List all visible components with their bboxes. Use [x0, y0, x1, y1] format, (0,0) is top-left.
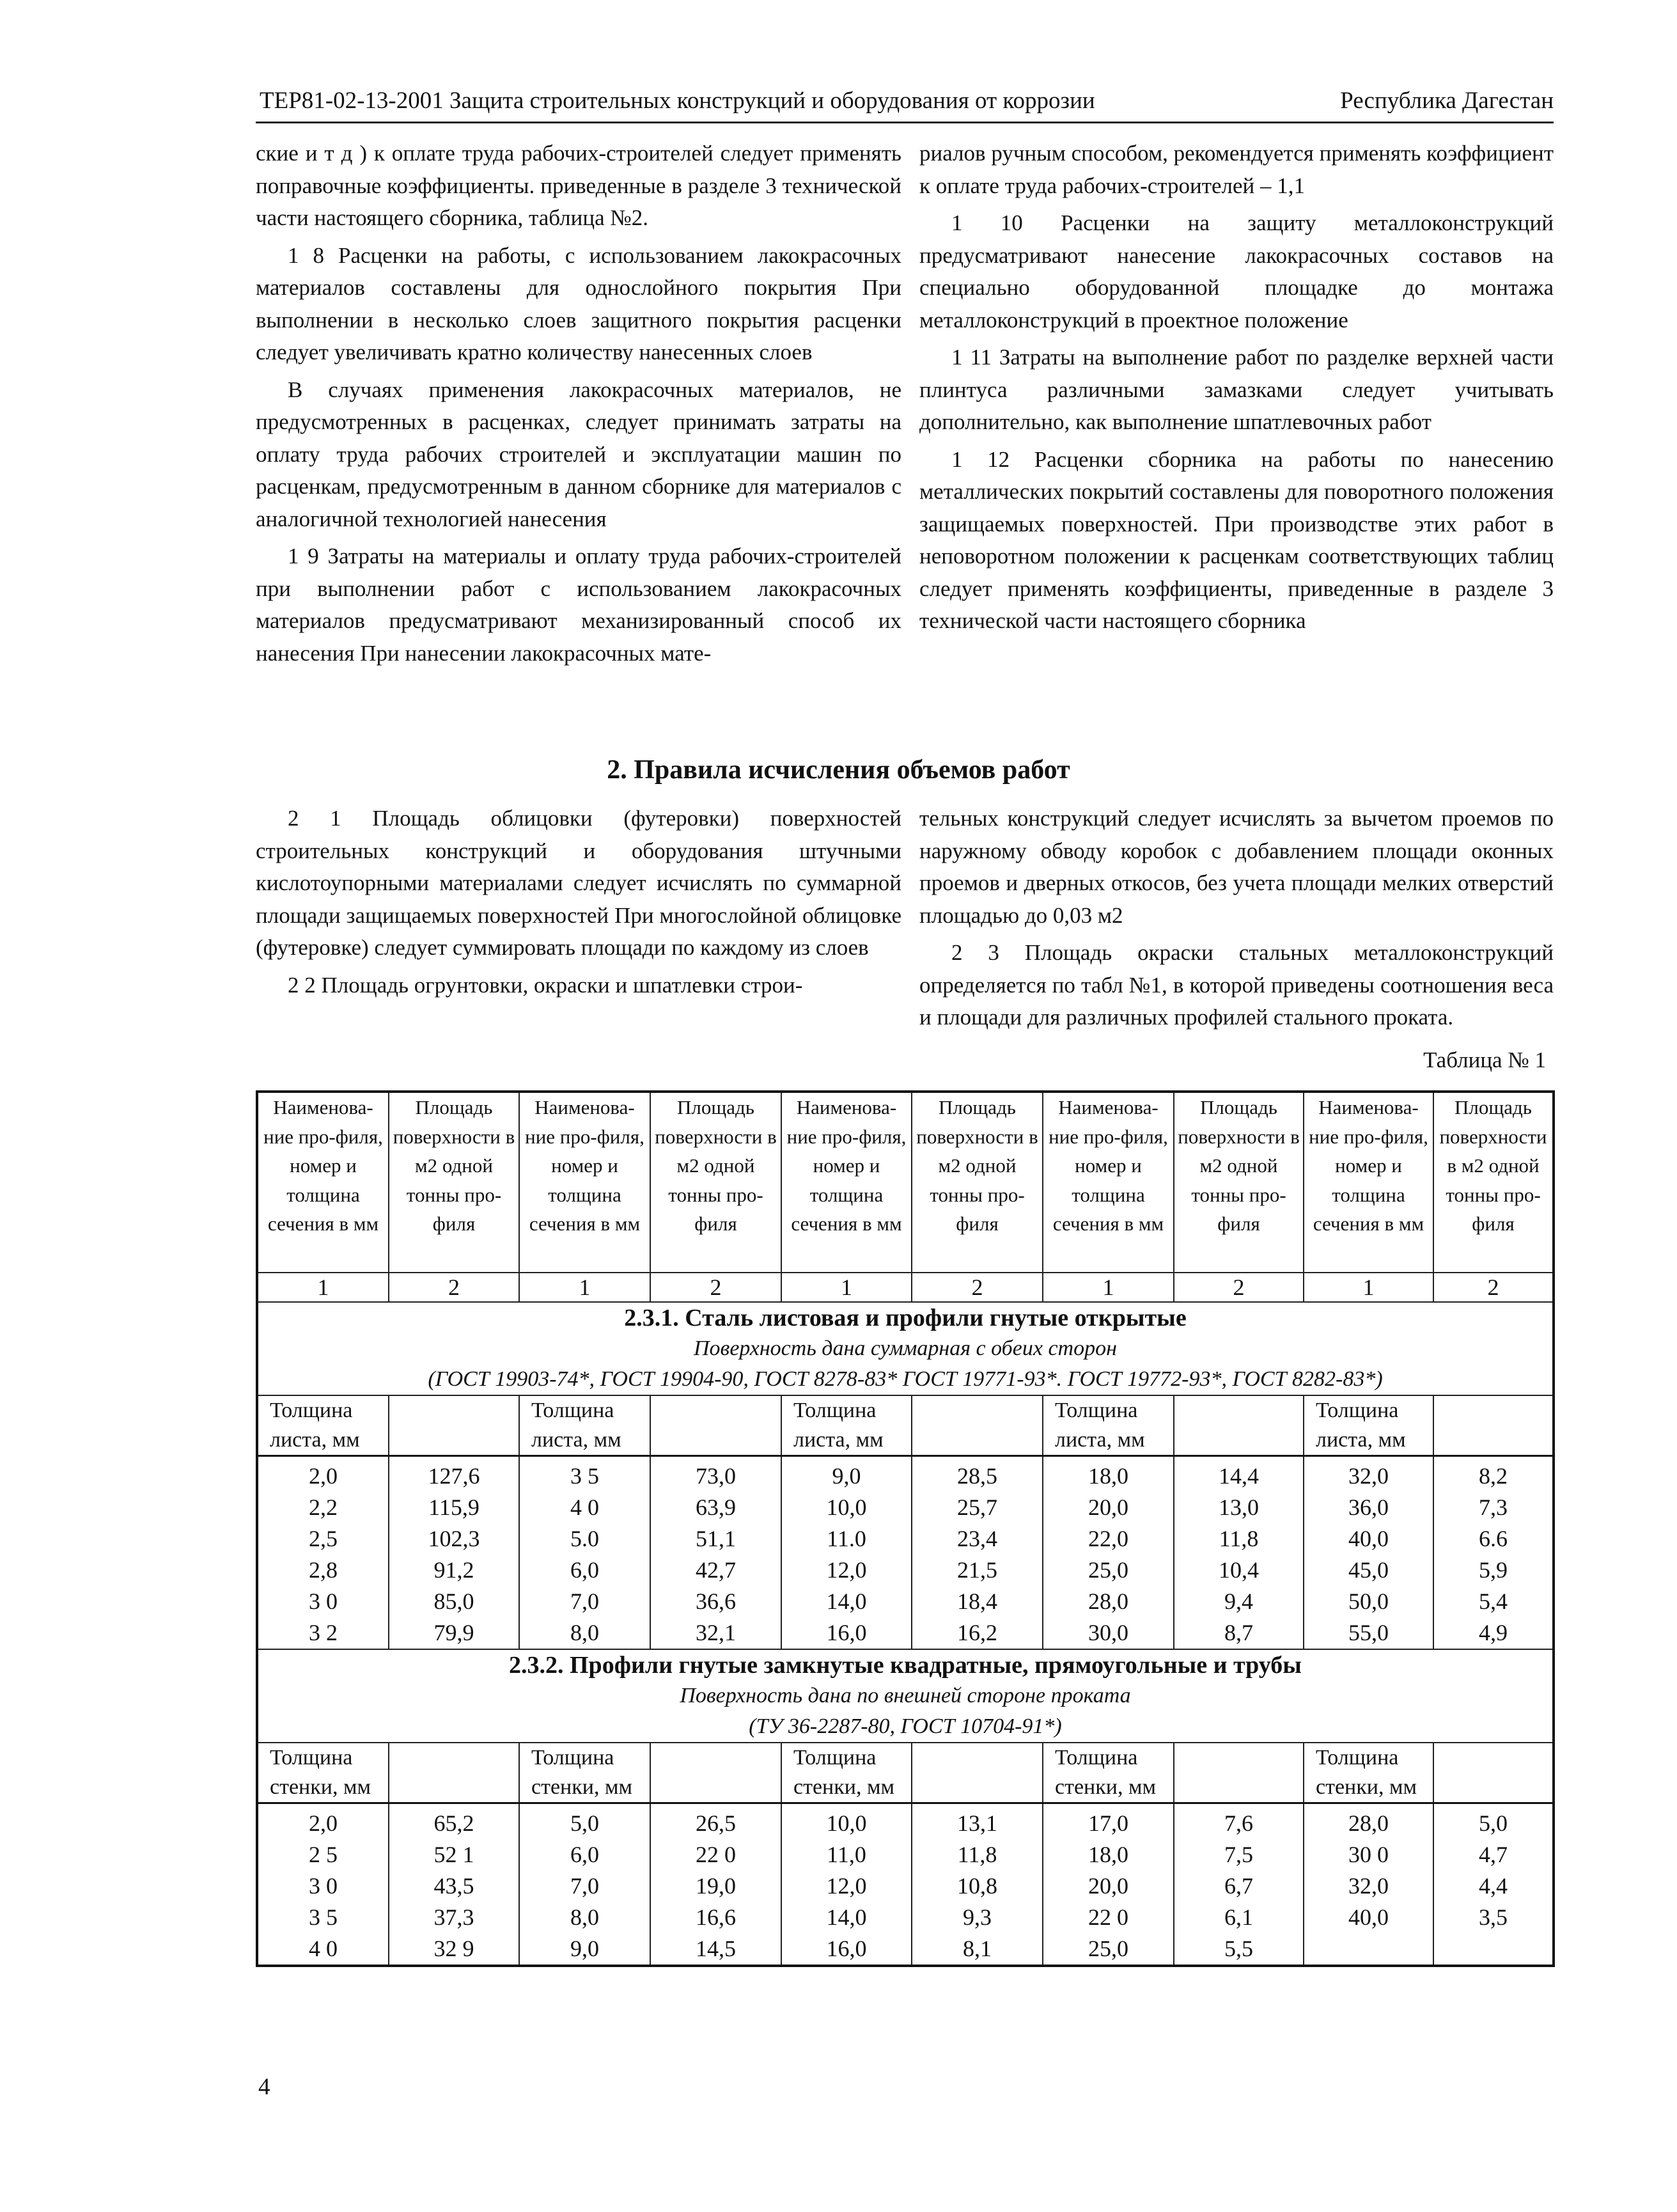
area-value: 3,5 — [1433, 1902, 1554, 1933]
header-area: Площадь поверхности в м2 одной тонны про-филя — [389, 1092, 519, 1273]
table-row — [257, 1871, 1554, 1902]
thickness-label: Толщина листа, мм — [781, 1395, 912, 1456]
area-value: 10,4 — [1174, 1555, 1304, 1586]
area-value: 4,4 — [1433, 1871, 1554, 1902]
empty-cell — [650, 1395, 781, 1456]
area-value: 8,7 — [1174, 1617, 1304, 1649]
thickness-label: Толщина стенки, мм — [257, 1743, 389, 1803]
thickness-value: 2,0 — [257, 1456, 389, 1493]
column-number: 1 — [1043, 1273, 1174, 1302]
thickness-value: 20,0 — [1043, 1871, 1174, 1902]
area-value: 11,8 — [1174, 1523, 1304, 1555]
thickness-value: 18,0 — [1043, 1839, 1174, 1871]
thickness-value: 28,0 — [1304, 1803, 1433, 1840]
thickness-value: 36,0 — [1304, 1492, 1433, 1523]
area-value: 73,0 — [650, 1456, 781, 1493]
empty-cell — [389, 1395, 519, 1456]
thickness-value: 3 2 — [257, 1617, 389, 1649]
area-value: 102,3 — [389, 1523, 519, 1555]
area-value: 7,5 — [1174, 1839, 1304, 1871]
thickness-label: Толщина листа, мм — [519, 1395, 650, 1456]
thickness-value: 40,0 — [1304, 1902, 1433, 1933]
thickness-value: 12,0 — [781, 1555, 912, 1586]
section-title: 2.3.2. Профили гнутые замкнутые квадратные, прямоугольные и трубы — [509, 1652, 1302, 1679]
running-header — [256, 82, 1554, 123]
thickness-value: 25,0 — [1043, 1933, 1174, 1966]
header-profile: Наименова-ние про-филя, номер и толщина сечения в мм — [1043, 1092, 1174, 1273]
header-row — [257, 1092, 1554, 1273]
area-value: 8,2 — [1433, 1456, 1554, 1493]
thickness-value: 12,0 — [781, 1871, 912, 1902]
header-area: Площадь поверхности в м2 одной тонны про-филя — [1174, 1092, 1304, 1273]
area-value: 8,1 — [912, 1933, 1043, 1966]
empty-cell — [1174, 1743, 1304, 1803]
thickness-value: 14,0 — [781, 1586, 912, 1617]
area-value: 25,7 — [912, 1492, 1043, 1523]
section-sub1: Поверхность дана суммарная с обеих сторон — [694, 1337, 1117, 1360]
thickness-label: Толщина стенки, мм — [781, 1743, 912, 1803]
thickness-value: 10,0 — [781, 1803, 912, 1840]
text-column-left-bottom — [256, 803, 901, 1007]
section-sub2: (ТУ 36-2287-80, ГОСТ 10704-91*) — [749, 1714, 1062, 1738]
section-sub1: Поверхность дана по внешней стороне проката — [680, 1684, 1131, 1707]
area-value: 9,4 — [1174, 1586, 1304, 1617]
text-column-left-top — [256, 137, 901, 675]
section-title: 2.3.1. Сталь листовая и профили гнутые открытые — [624, 1305, 1187, 1331]
table-row — [257, 1803, 1554, 1840]
empty-cell — [912, 1395, 1043, 1456]
header-area: Площадь поверхности в м2 одной тонны про-филя — [912, 1092, 1043, 1273]
area-value: 18,4 — [912, 1586, 1043, 1617]
thickness-value: 18,0 — [1043, 1456, 1174, 1493]
empty-cell — [389, 1743, 519, 1803]
area-value: 4,9 — [1433, 1617, 1554, 1649]
thickness-value: 30 0 — [1304, 1839, 1433, 1871]
column-number-row — [257, 1273, 1554, 1302]
text-column-right-top — [919, 137, 1554, 643]
thickness-value: 9,0 — [781, 1456, 912, 1493]
area-value: 6,1 — [1174, 1902, 1304, 1933]
section-row — [257, 1649, 1554, 1743]
table-row — [257, 1839, 1554, 1871]
header-profile: Наименова-ние про-филя, номер и толщина сечения в мм — [1304, 1092, 1433, 1273]
paragraph: 1 12 Расценки сборника на работы по нанесению металлических покрытий составлены для поворотного положения защищаемых поверхностей. При производстве этих работ в неповоротном положении к расценкам соответствующих таблиц следует применять коэффициенты, приведенные в разделе 3 технической части настоящего сборника — [919, 446, 1554, 633]
thickness-value: 7,0 — [519, 1586, 650, 1617]
paragraph: 1 8 Расценки на работы, с использованием лакокрасочных материалов составлены для однослойного покрытия При выполнении в несколько слоев защитного покрытия расценки следует увеличивать кратно количеству нанесенных слоев — [256, 242, 901, 365]
area-value: 127,6 — [389, 1456, 519, 1493]
paragraph: тельных конструкций следует исчислять за вычетом проемов по наружному обводу коробок с добавлением площади оконных проемов и дверных откосов, без учета площади мелких отверстий площадью до 0,03 м2 — [919, 806, 1554, 928]
column-number: 1 — [519, 1273, 650, 1302]
thickness-value: 2 5 — [257, 1839, 389, 1871]
thickness-value: 30,0 — [1043, 1617, 1174, 1649]
area-value: 16,2 — [912, 1617, 1043, 1649]
thickness-value: 25,0 — [1043, 1555, 1174, 1586]
area-value: 6.6 — [1433, 1523, 1554, 1555]
thickness-value: 3 5 — [257, 1902, 389, 1933]
column-number: 2 — [1174, 1273, 1304, 1302]
subheader-row — [257, 1395, 1554, 1456]
thickness-value: 32,0 — [1304, 1456, 1433, 1493]
empty-cell — [1433, 1743, 1554, 1803]
header-region: Республика Дагестан — [1340, 88, 1554, 114]
header-profile: Наименова-ние про-филя, номер и толщина сечения в мм — [257, 1092, 389, 1273]
section-header — [257, 1649, 1554, 1743]
area-value: 23,4 — [912, 1523, 1043, 1555]
area-value: 52 1 — [389, 1839, 519, 1871]
table-row — [257, 1586, 1554, 1617]
section-row — [257, 1302, 1554, 1395]
thickness-value: 9,0 — [519, 1933, 650, 1966]
area-value: 36,6 — [650, 1586, 781, 1617]
thickness-value — [1304, 1933, 1433, 1966]
area-value: 32 9 — [389, 1933, 519, 1966]
thickness-value: 3 5 — [519, 1456, 650, 1493]
area-value: 79,9 — [389, 1617, 519, 1649]
area-value: 10,8 — [912, 1871, 1043, 1902]
area-value: 6,7 — [1174, 1871, 1304, 1902]
thickness-value: 50,0 — [1304, 1586, 1433, 1617]
paragraph: 2 3 Площадь окраски стальных металлоконструкций определяется по табл №1, в которой приведены соотношения веса и площади для различных профилей стального проката. — [919, 940, 1554, 1030]
thickness-value: 32,0 — [1304, 1871, 1433, 1902]
table-row — [257, 1617, 1554, 1649]
thickness-label: Толщина стенки, мм — [1043, 1743, 1174, 1803]
column-number: 1 — [257, 1273, 389, 1302]
area-value: 19,0 — [650, 1871, 781, 1902]
area-value: 5,5 — [1174, 1933, 1304, 1966]
paragraph: 1 11 Затраты на выполнение работ по разделке верхней части плинтуса различными замазками следует учитывать дополнительно, как выполнение шпатлевочных работ — [919, 345, 1554, 434]
header-profile: Наименова-ние про-филя, номер и толщина сечения в мм — [519, 1092, 650, 1273]
thickness-value: 22 0 — [1043, 1902, 1174, 1933]
thickness-value: 2,2 — [257, 1492, 389, 1523]
area-value: 85,0 — [389, 1586, 519, 1617]
thickness-value: 5.0 — [519, 1523, 650, 1555]
column-number: 2 — [650, 1273, 781, 1302]
section-header — [257, 1302, 1554, 1395]
thickness-value: 11.0 — [781, 1523, 912, 1555]
area-value: 9,3 — [912, 1902, 1043, 1933]
paragraph: 1 9 Затраты на материалы и оплату труда рабочих-строителей при выполнении работ с использованием лакокрасочных материалов предусматривают механизированный способ их нанесения При нанесении лакокрасочных мате- — [256, 544, 901, 666]
area-value: 91,2 — [389, 1555, 519, 1586]
subheader-row — [257, 1743, 1554, 1803]
section-sub2: (ГОСТ 19903-74*, ГОСТ 19904-90, ГОСТ 8278-83* ГОСТ 19771-93*. ГОСТ 19772-93*, ГОСТ 8282-83*) — [428, 1367, 1383, 1391]
empty-cell — [912, 1743, 1043, 1803]
area-value: 7,6 — [1174, 1803, 1304, 1840]
thickness-value: 3 0 — [257, 1871, 389, 1902]
paragraph: В случаях применения лакокрасочных материалов, не предусмотренных в расценках, следует принимать затраты на оплату труда рабочих строителей и эксплуатации машин по расценкам, предусмотренным в данном сборнике для материалов с аналогичной технологией нанесения — [256, 377, 901, 531]
thickness-value: 10,0 — [781, 1492, 912, 1523]
profile-area-table — [256, 1090, 1555, 1967]
column-number: 1 — [781, 1273, 912, 1302]
column-number: 2 — [1433, 1273, 1554, 1302]
thickness-value: 5,0 — [519, 1803, 650, 1840]
area-value: 65,2 — [389, 1803, 519, 1840]
thickness-value: 16,0 — [781, 1933, 912, 1966]
paragraph: 1 10 Расценки на защиту металлоконструкций предусматривают нанесение лакокрасочных составов на специально оборудованной площадке до монтажа металлоконструкций в проектное положение — [919, 210, 1554, 333]
header-area: Площадь поверхности в м2 одной тонны про-филя — [650, 1092, 781, 1273]
thickness-value: 55,0 — [1304, 1617, 1433, 1649]
area-value: 13,0 — [1174, 1492, 1304, 1523]
area-value: 115,9 — [389, 1492, 519, 1523]
thickness-value: 8,0 — [519, 1617, 650, 1649]
area-value: 5,0 — [1433, 1803, 1554, 1840]
area-value: 11,8 — [912, 1839, 1043, 1871]
text-column-right-bottom — [919, 803, 1554, 1039]
area-value: 5,4 — [1433, 1586, 1554, 1617]
table-caption: Таблица № 1 — [1423, 1047, 1546, 1072]
thickness-value: 20,0 — [1043, 1492, 1174, 1523]
section-heading: 2. Правила исчисления объемов работ — [607, 755, 1070, 785]
thickness-value: 14,0 — [781, 1902, 912, 1933]
thickness-value: 22,0 — [1043, 1523, 1174, 1555]
area-value: 13,1 — [912, 1803, 1043, 1840]
table-row — [257, 1555, 1554, 1586]
table-row — [257, 1933, 1554, 1966]
thickness-label: Толщина листа, мм — [1043, 1395, 1174, 1456]
table-row — [257, 1523, 1554, 1555]
area-value — [1433, 1933, 1554, 1966]
area-value: 63,9 — [650, 1492, 781, 1523]
thickness-value: 16,0 — [781, 1617, 912, 1649]
header-area: Площадь поверхности в м2 одной тонны про-филя — [1433, 1092, 1554, 1273]
paragraph: 2 1 Площадь облицовки (футеровки) поверхностей строительных конструкций и оборудования штучными кислотоупорными материалами следует исчислять по суммарной площади защищаемых поверхностей При многослойной облицовке (футеровке) следует суммировать площади по каждому из слоев — [256, 806, 901, 960]
thickness-value: 2,5 — [257, 1523, 389, 1555]
area-value: 28,5 — [912, 1456, 1043, 1493]
area-value: 14,5 — [650, 1933, 781, 1966]
thickness-value: 28,0 — [1043, 1586, 1174, 1617]
paragraph: риалов ручным способом, рекомендуется применять коэффициент к оплате труда рабочих-строителей – 1,1 — [919, 141, 1554, 198]
thickness-label: Толщина листа, мм — [257, 1395, 389, 1456]
thickness-value: 45,0 — [1304, 1555, 1433, 1586]
paragraph: 2 2 Площадь огрунтовки, окраски и шпатлевки строи- — [288, 972, 803, 998]
thickness-value: 2,0 — [257, 1803, 389, 1840]
thickness-value: 2,8 — [257, 1555, 389, 1586]
column-number: 2 — [912, 1273, 1043, 1302]
area-value: 22 0 — [650, 1839, 781, 1871]
thickness-value: 7,0 — [519, 1871, 650, 1902]
thickness-label: Толщина листа, мм — [1304, 1395, 1433, 1456]
empty-cell — [650, 1743, 781, 1803]
column-number: 1 — [1304, 1273, 1433, 1302]
area-value: 21,5 — [912, 1555, 1043, 1586]
area-value: 4,7 — [1433, 1839, 1554, 1871]
thickness-value: 4 0 — [257, 1933, 389, 1966]
area-value: 37,3 — [389, 1902, 519, 1933]
thickness-value: 4 0 — [519, 1492, 650, 1523]
thickness-value: 8,0 — [519, 1902, 650, 1933]
area-value: 16,6 — [650, 1902, 781, 1933]
area-value: 14,4 — [1174, 1456, 1304, 1493]
table-row — [257, 1902, 1554, 1933]
column-number: 2 — [389, 1273, 519, 1302]
empty-cell — [1174, 1395, 1304, 1456]
thickness-value: 11,0 — [781, 1839, 912, 1871]
thickness-value: 3 0 — [257, 1586, 389, 1617]
thickness-value: 17,0 — [1043, 1803, 1174, 1840]
table-row — [257, 1456, 1554, 1493]
area-value: 5,9 — [1433, 1555, 1554, 1586]
thickness-value: 6,0 — [519, 1839, 650, 1871]
paragraph: ские и т д ) к оплате труда рабочих-строителей следует применять поправочные коэффициенты. приведенные в разделе 3 технической части настоящего сборника, таблица №2. — [256, 141, 901, 230]
area-value: 32,1 — [650, 1617, 781, 1649]
area-value: 43,5 — [389, 1871, 519, 1902]
area-value: 51,1 — [650, 1523, 781, 1555]
empty-cell — [1433, 1395, 1554, 1456]
header-profile: Наименова-ние про-филя, номер и толщина сечения в мм — [781, 1092, 912, 1273]
thickness-label: Толщина стенки, мм — [519, 1743, 650, 1803]
header-title: ТЕР81-02-13-2001 Защита строительных конструкций и оборудования от коррозии — [260, 88, 1095, 114]
thickness-label: Толщина стенки, мм — [1304, 1743, 1433, 1803]
area-value: 42,7 — [650, 1555, 781, 1586]
page-number: 4 — [258, 2074, 270, 2100]
thickness-value: 6,0 — [519, 1555, 650, 1586]
thickness-value: 40,0 — [1304, 1523, 1433, 1555]
table-row — [257, 1492, 1554, 1523]
area-value: 26,5 — [650, 1803, 781, 1840]
area-value: 7,3 — [1433, 1492, 1554, 1523]
